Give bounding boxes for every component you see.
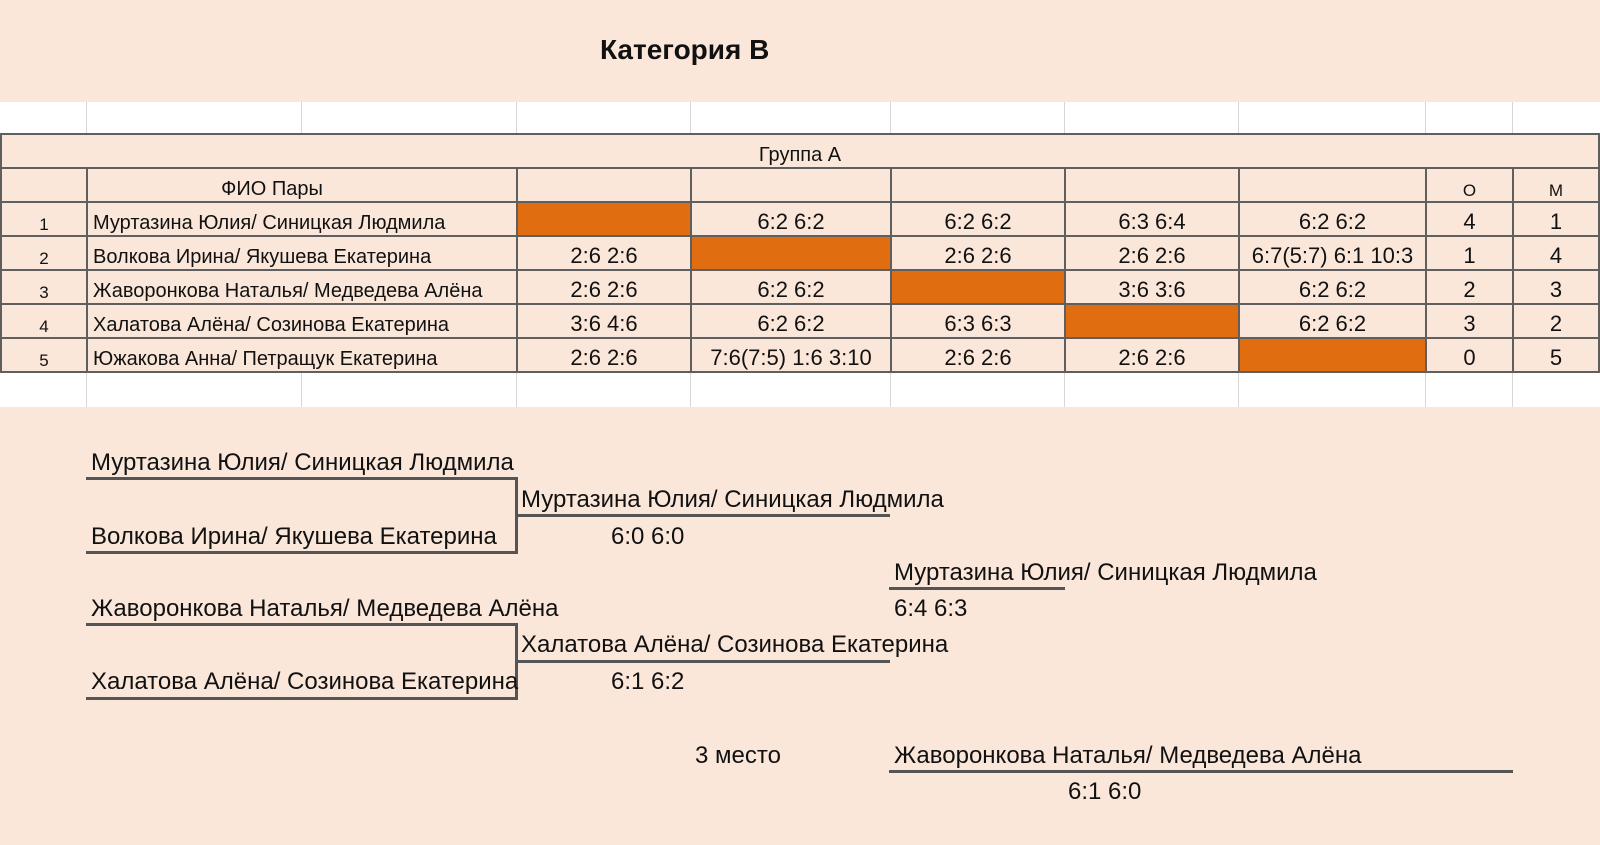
bracket-line [516,660,890,663]
opponent-header-cell [517,168,691,202]
match-result: 6:2 6:2 [691,270,891,304]
num-header-cell [1,168,87,202]
match-result: 3:6 4:6 [517,304,691,338]
row-number: 1 [1,202,87,236]
pair-name: Халатова Алёна/ Созинова Екатерина [87,304,517,338]
match-result: 6:2 6:2 [1239,304,1426,338]
match-result: 6:7(5:7) 6:1 10:3 [1239,236,1426,270]
row-number: 3 [1,270,87,304]
row-number: 5 [1,338,87,372]
match-result: 6:2 6:2 [891,202,1065,236]
bracket-line [889,770,1513,773]
bracket-line [889,587,1065,590]
self-match-cell [517,202,691,236]
match-result: 6:3 6:3 [891,304,1065,338]
sf2-winner: Халатова Алёна/ Созинова Екатерина [521,631,949,658]
self-match-cell [1065,304,1239,338]
group-header-row [1,134,1599,168]
group-row [1,236,1599,270]
match-result: 2:6 2:6 [1065,338,1239,372]
points-cell: 1 [1426,236,1513,270]
points-cell: 3 [1426,304,1513,338]
bracket-line [86,697,518,700]
bracket-line [86,623,518,626]
match-result: 6:2 6:2 [1239,270,1426,304]
self-match-cell [691,236,891,270]
opponent-header-cell [891,168,1065,202]
sf2-score: 6:1 6:2 [611,668,685,695]
pair-name: Южакова Анна/ Петращук Екатерина [87,338,517,372]
category-title: Категория В [600,34,770,65]
pair-name-header: ФИО Пары [87,168,517,202]
match-result: 7:6(7:5) 1:6 3:10 [691,338,891,372]
self-match-cell [891,270,1065,304]
third-place-score: 6:1 6:0 [1068,778,1142,805]
match-result: 6:2 6:2 [1239,202,1426,236]
group-name: Группа А [1,134,1599,168]
place-header: М [1513,168,1599,202]
final-score: 6:4 6:3 [894,595,968,622]
match-result: 2:6 2:6 [1065,236,1239,270]
sf2-bottom-pair: Халатова Алёна/ Созинова Екатерина [91,668,519,695]
place-cell: 4 [1513,236,1599,270]
opponent-header-cell [1065,168,1239,202]
group-table [0,133,1600,373]
match-result: 2:6 2:6 [891,338,1065,372]
points-cell: 2 [1426,270,1513,304]
match-result: 6:3 6:4 [1065,202,1239,236]
group-row [1,270,1599,304]
sf2-top-pair: Жаворонкова Наталья/ Медведева Алёна [91,595,559,622]
points-cell: 0 [1426,338,1513,372]
champion: Муртазина Юлия/ Синицкая Людмила [894,559,1317,586]
column-header-row [1,168,1599,202]
points-cell: 4 [1426,202,1513,236]
match-result: 2:6 2:6 [891,236,1065,270]
place-cell: 2 [1513,304,1599,338]
group-row [1,338,1599,372]
match-result: 6:2 6:2 [691,202,891,236]
pair-name: Волкова Ирина/ Якушева Екатерина [87,236,517,270]
match-result: 6:2 6:2 [691,304,891,338]
group-row [1,304,1599,338]
sf1-bottom-pair: Волкова Ирина/ Якушева Екатерина [91,523,497,550]
place-cell: 3 [1513,270,1599,304]
opponent-header-cell [691,168,891,202]
place-cell: 1 [1513,202,1599,236]
pair-name: Муртазина Юлия/ Синицкая Людмила [87,202,517,236]
row-number: 4 [1,304,87,338]
bracket-line [86,477,518,480]
points-header: О [1426,168,1513,202]
sf1-winner: Муртазина Юлия/ Синицкая Людмила [521,486,944,513]
opponent-header-cell [1239,168,1426,202]
match-result: 3:6 3:6 [1065,270,1239,304]
pair-name: Жаворонкова Наталья/ Медведева Алёна [87,270,517,304]
sf1-top-pair: Муртазина Юлия/ Синицкая Людмила [91,449,514,476]
row-number: 2 [1,236,87,270]
self-match-cell [1239,338,1426,372]
place-cell: 5 [1513,338,1599,372]
match-result: 2:6 2:6 [517,338,691,372]
group-row [1,202,1599,236]
bracket-line [86,551,518,554]
bracket-line [516,514,890,517]
match-result: 2:6 2:6 [517,270,691,304]
third-place-label: 3 место [695,742,781,769]
third-place-winner: Жаворонкова Наталья/ Медведева Алёна [894,742,1362,769]
sf1-score: 6:0 6:0 [611,523,685,550]
match-result: 2:6 2:6 [517,236,691,270]
